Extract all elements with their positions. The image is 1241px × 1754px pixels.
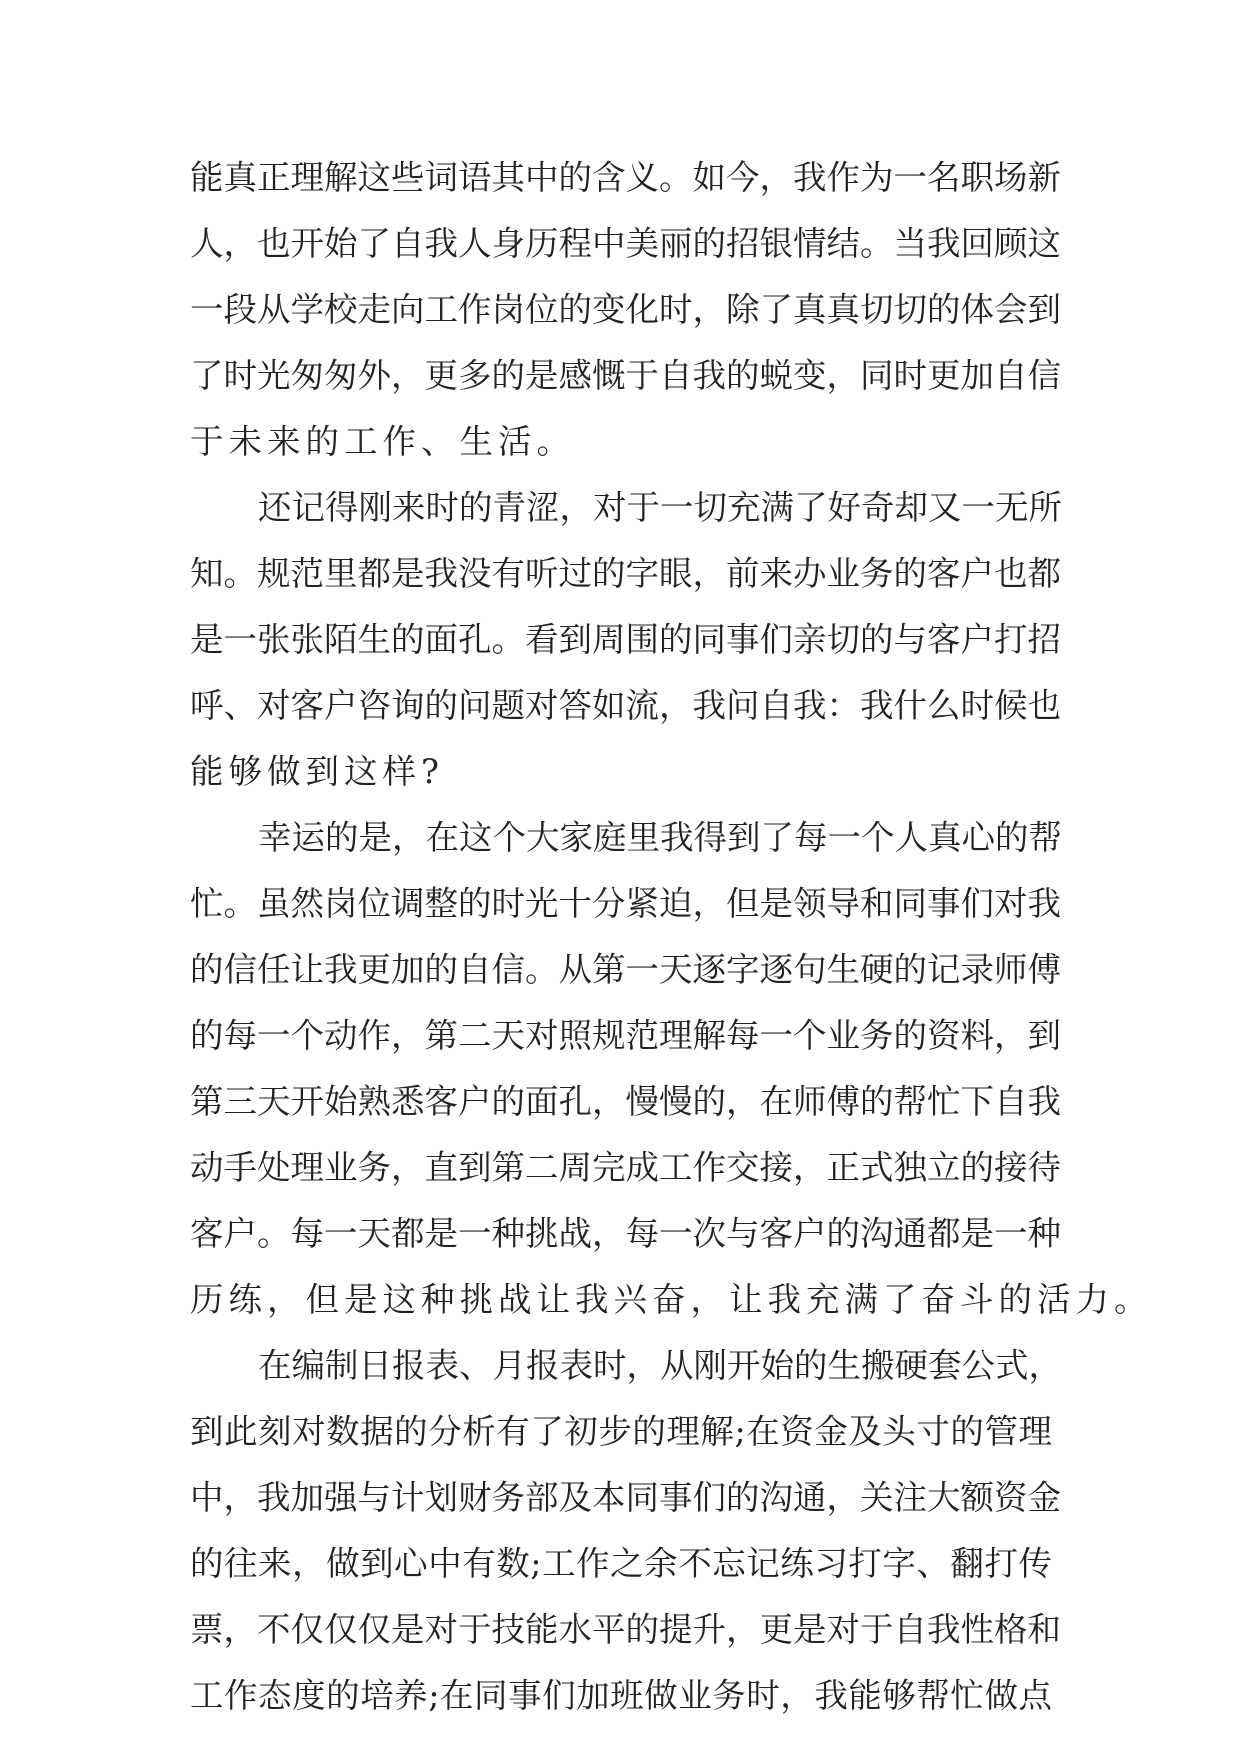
text-line: 中，我加强与计划财务部及本同事们的沟通，关注大额资金	[190, 1478, 1061, 1517]
text-line: 历练，但是这种挑战让我兴奋，让我充满了奋斗的活力。	[190, 1280, 1153, 1319]
text-line: 还记得刚来时的青涩，对于一切充满了好奇却又一无所	[258, 488, 1062, 527]
text-line: 能真正理解这些词语其中的含义。如今，我作为一名职场新	[190, 158, 1061, 197]
text-line: 是一张张陌生的面孔。看到周围的同事们亲切的与客户打招	[190, 620, 1061, 659]
text-line: 一段从学校走向工作岗位的变化时，除了真真切切的体会到	[190, 290, 1061, 329]
text-line: 幸运的是，在这个大家庭里我得到了每一个人真心的帮	[258, 818, 1062, 857]
text-line: 知。规范里都是我没有听过的字眼，前来办业务的客户也都	[190, 554, 1061, 593]
text-line: 客户。每一天都是一种挑战，每一次与客户的沟通都是一种	[190, 1214, 1061, 1253]
text-line: 的信任让我更加的自信。从第一天逐字逐句生硬的记录师傅	[190, 950, 1061, 989]
text-line: 忙。虽然岗位调整的时光十分紧迫，但是领导和同事们对我	[190, 884, 1061, 923]
paragraph-1	[190, 145, 1061, 475]
text-line: 到此刻对数据的分析有了初步的理解;在资金及头寸的管理	[190, 1412, 1052, 1451]
text-line: 于未来的工作、生活。	[190, 422, 575, 461]
text-line: 能够做到这样?	[190, 752, 444, 791]
text-line: 的往来，做到心中有数;工作之余不忘记练习打字、翻打传	[190, 1544, 1052, 1583]
paragraph-4	[190, 1333, 1062, 1729]
text-line: 的每一个动作，第二天对照规范理解每一个业务的资料，到	[190, 1016, 1061, 1055]
text-line: 动手处理业务，直到第二周完成工作交接，正式独立的接待	[190, 1148, 1061, 1187]
paragraph-3	[190, 805, 1153, 1333]
text-line: 工作态度的培养;在同事们加班做业务时，我能够帮忙做点	[190, 1676, 1052, 1715]
text-line: 了时光匆匆外，更多的是感慨于自我的蜕变，同时更加自信	[190, 356, 1061, 395]
text-line: 第三天开始熟悉客户的面孔，慢慢的，在师傅的帮忙下自我	[190, 1082, 1061, 1121]
text-line: 票，不仅仅仅是对于技能水平的提升，更是对于自我性格和	[190, 1610, 1061, 1649]
text-line: 人，也开始了自我人身历程中美丽的招银情结。当我回顾这	[190, 224, 1061, 263]
paragraph-2	[190, 475, 1062, 805]
document-body	[190, 145, 1153, 1729]
text-line: 在编制日报表、月报表时，从刚开始的生搬硬套公式，	[258, 1346, 1062, 1385]
text-line: 呼、对客户咨询的问题对答如流，我问自我：我什么时候也	[190, 686, 1061, 725]
